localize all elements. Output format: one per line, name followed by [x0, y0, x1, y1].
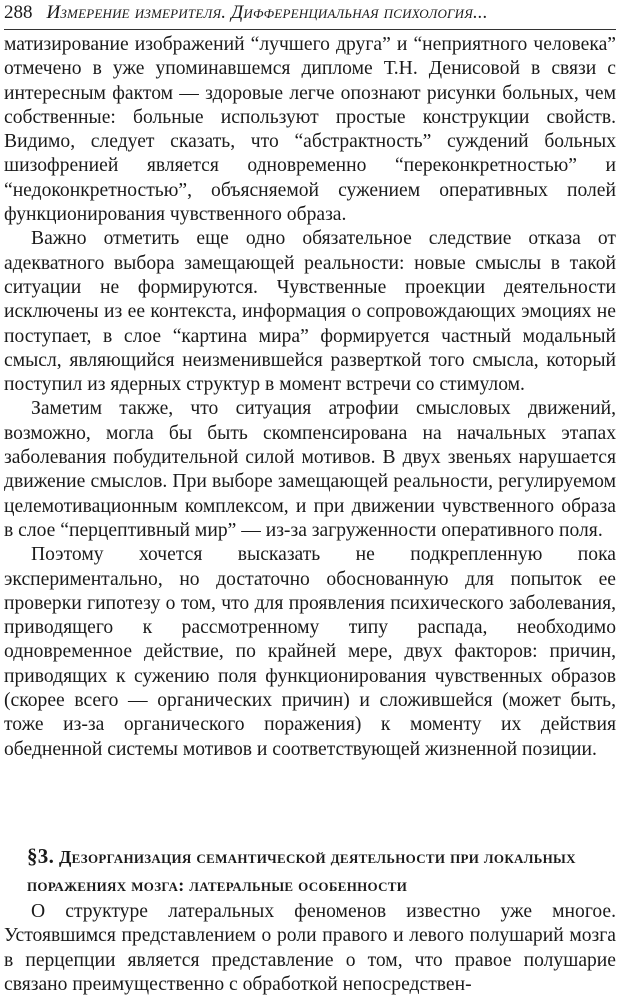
- section-number: §3.: [27, 844, 55, 868]
- section-body: [4, 900, 616, 997]
- running-title: Измерение измерителя. Дифференциальная психология...: [46, 2, 488, 23]
- paragraph: О структуре латеральных феноменов известно уже многое. Устоявшимся представлением о роли правого и левого полушарий мозга в перцепции является представление о том, что правое полушарие связано преимущественно с обработкой непосредствен-: [4, 901, 616, 995]
- section-title: Дезорганизация семантической деятельности при локальных поражениях мозга: латеральные особенности: [27, 847, 576, 895]
- header-rule: [4, 29, 616, 30]
- paragraph: Заметим также, что ситуация атрофии смысловых движений, возможно, могла бы быть скомпенсирована на начальных этапах заболевания побудительной силой мотивов. В двух звеньях нарушается движение смыслов. При выборе замещающей реальности, регулируемом целемотивационным комплексом, и при движении чувственного образа в слое “перцептивный мир” — из-за загруженности оперативного поля.: [4, 398, 616, 541]
- page-number: 288: [4, 2, 33, 23]
- body-text: [4, 33, 616, 762]
- paragraph: Важно отметить еще одно обязательное следствие отказа от адекватного выбора замещающей реальности: новые смыслы в такой ситуации не формируются. Чувственные проекции деятельности исключены из ее контекста, информация о сопровождающих эмоциях не поступает, в слое “картина мира” формируется частный модальный смысл, являющийся неизменившейся разверткой того смысла, который поступил из ядерных структур в момент встречи со стимулом.: [4, 228, 616, 396]
- section-heading: [27, 842, 612, 899]
- running-head: [4, 0, 616, 26]
- paragraph-continued: матизирование изображений “лучшего друга” и “неприятного человека” отмечено в уже упоминавшемся дипломе Т.Н. Денисовой в связи с интересным фактом — здоровые легче опознают рисунки больных, чем собственные: больные используют простые конструкции свойств. Видимо, следует сказать, что “абстрактность” суждений больных шизофренией является одновременно “переконкретностью” и “недоконкретностью”, объясняемой сужением оперативных полей функционирования чувственного образа.: [4, 34, 616, 226]
- paragraph: Поэтому хочется высказать не подкрепленную пока экспериментально, но достаточно обоснованную для попыток ее проверки гипотезу о том, что для проявления психического заболевания, приводящего к рассмотренному типу распада, необходимо одновременное действие, по крайней мере, двух факторов: причин, приводящих к сужению поля функционирования чувственных образов (скорее всего — органических причин) и сложившейся (может быть, тоже из-за органического поражения) к моменту их действия обедненной системы мотивов и соответствующей жизненной позиции.: [4, 544, 616, 760]
